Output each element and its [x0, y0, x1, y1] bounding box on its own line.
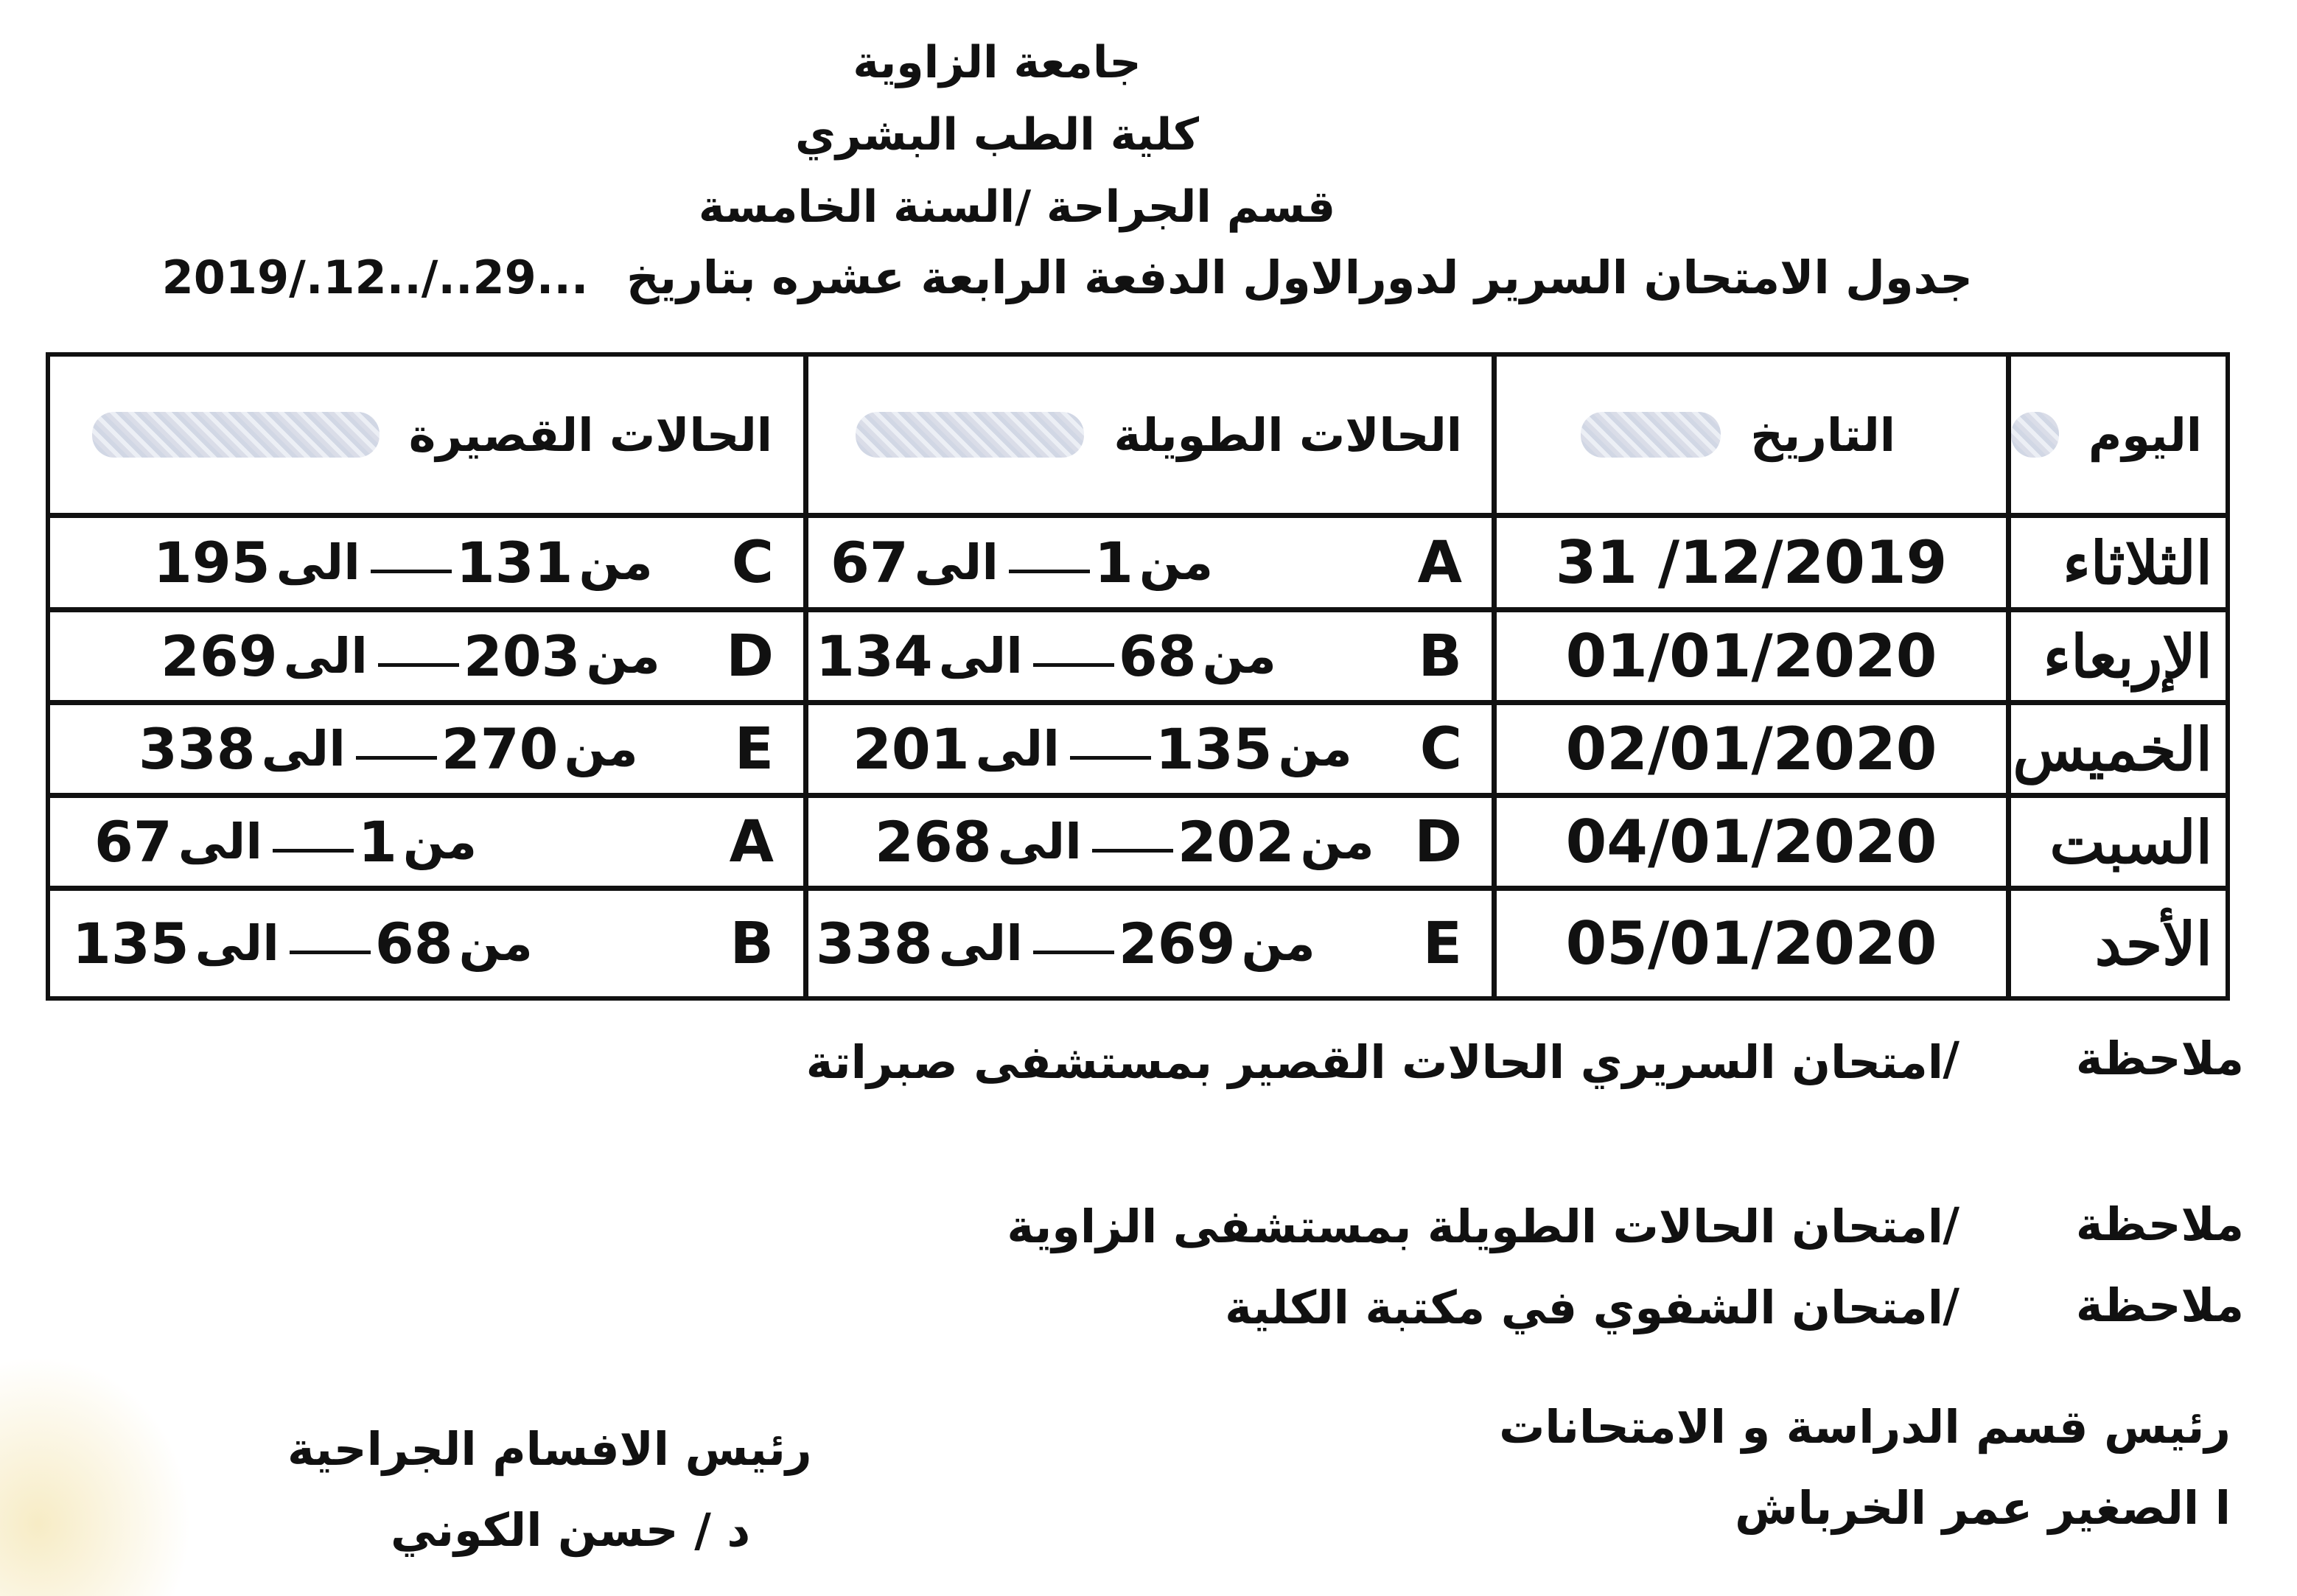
note-slash: /: [1943, 1197, 1959, 1251]
row-long-range: [808, 891, 1492, 996]
range-from-word: من: [1139, 534, 1214, 591]
range-to: 67: [831, 530, 909, 595]
table-row-divider: [50, 793, 2226, 798]
note-label: ملاحظة: [2075, 1032, 2244, 1085]
range-dash: [290, 951, 371, 954]
range-from: 135: [1155, 716, 1273, 782]
table-row-divider: [50, 700, 2226, 705]
table-row-divider: [50, 513, 2226, 518]
faculty-name: كلية الطب البشري: [794, 109, 1200, 161]
range-dash: [1070, 756, 1151, 760]
signature-right-title: رئيس قسم الدراسة و الامتحانات: [1499, 1400, 2231, 1454]
range-to-word: الى: [938, 628, 1023, 685]
range-dash: [356, 756, 437, 760]
note-text: امتحان السريري الحالات القصير بمستشفى صبراتة: [805, 1035, 1943, 1089]
university-name: جامعة الزاوية: [853, 37, 1141, 88]
row-short-range: [50, 891, 803, 996]
range-dash: [378, 663, 459, 667]
range-to-word: الى: [276, 534, 360, 591]
group-letter: A: [1417, 529, 1462, 596]
table-row-divider: [50, 886, 2226, 891]
range-from-word: من: [458, 915, 533, 972]
note-text: امتحان الحالات الطويلة بمستشفى الزاوية: [1007, 1200, 1943, 1253]
range-from: 1: [1094, 530, 1133, 595]
header-long-cases: [808, 357, 1492, 513]
range-dash: [1033, 951, 1114, 954]
group-letter: A: [729, 808, 774, 875]
row-day: الإربعاء: [2043, 621, 2212, 691]
note-label: ملاحظة: [2075, 1278, 2244, 1332]
range-from: 270: [441, 716, 559, 782]
range-from-word: من: [1300, 813, 1374, 870]
range-from: 203: [463, 623, 581, 689]
range-dash: [1009, 570, 1090, 573]
row-date: 04/01/2020: [1565, 808, 1937, 876]
range-to-word: الى: [914, 534, 999, 591]
row-day: الأحد: [2094, 909, 2212, 979]
row-day: الخميس: [2013, 714, 2212, 784]
row-long-range: [808, 612, 1492, 700]
schedule-title: [162, 251, 1973, 304]
row-long-range: [808, 798, 1492, 886]
paper-stain: [0, 1356, 192, 1596]
range-from-word: من: [1241, 915, 1315, 972]
header-date: [1497, 357, 2006, 513]
row-date: 02/01/2020: [1565, 715, 1937, 783]
note-label: ملاحظة: [2075, 1197, 2244, 1251]
row-date: 05/01/2020: [1565, 909, 1937, 978]
header-short-label: الحالات القصيرة: [408, 407, 772, 462]
range-from: 131: [455, 530, 573, 595]
range-from-word: من: [1202, 628, 1276, 685]
range-to-word: الى: [261, 721, 346, 777]
signature-left-title: رئيس الافسام الجراحية: [287, 1422, 812, 1476]
range-to: 201: [853, 716, 970, 782]
table-divider: [1492, 357, 1497, 996]
range-dash: [273, 849, 354, 853]
header-date-label: التاريخ: [1750, 407, 1895, 462]
group-letter: C: [731, 529, 774, 596]
group-letter: B: [1418, 623, 1462, 690]
group-letter: D: [726, 623, 774, 690]
group-letter: C: [1419, 715, 1462, 783]
row-short-range: [50, 798, 803, 886]
redacted-mark: [1581, 412, 1721, 458]
range-to: 134: [816, 623, 933, 689]
row-long-range: [808, 518, 1492, 607]
range-to: 338: [816, 911, 933, 976]
row-long-range: [808, 705, 1492, 793]
range-dash: [371, 570, 452, 573]
table-row-divider: [50, 607, 2226, 612]
range-from: 202: [1177, 809, 1295, 875]
range-from: 1: [357, 809, 397, 875]
row-short-range: [50, 612, 803, 700]
group-letter: B: [730, 910, 774, 977]
redacted-mark: [92, 412, 380, 458]
range-to-word: الى: [938, 915, 1023, 972]
range-from-word: من: [578, 534, 653, 591]
row-date: 01/01/2020: [1565, 622, 1937, 690]
row-short-range: [50, 705, 803, 793]
range-from-word: من: [402, 813, 478, 870]
range-from-word: من: [564, 721, 638, 777]
range-to: 338: [139, 716, 256, 782]
range-from: 68: [374, 911, 453, 976]
range-to-word: الى: [195, 915, 279, 972]
range-to: 269: [161, 623, 278, 689]
range-to: 67: [94, 809, 172, 875]
redacted-mark: [856, 412, 1084, 458]
range-to: 268: [875, 809, 992, 875]
group-letter: E: [1422, 910, 1462, 977]
range-from: 68: [1118, 623, 1197, 689]
range-to: 195: [153, 530, 270, 595]
range-from-word: من: [1278, 721, 1352, 777]
header-long-label: الحالات الطويلة: [1113, 407, 1462, 462]
header-day-label: اليوم: [2088, 407, 2202, 462]
group-letter: D: [1414, 808, 1462, 875]
range-to: 135: [72, 911, 189, 976]
exam-schedule-table: [46, 352, 2230, 1001]
header-day: [2011, 357, 2230, 513]
range-dash: [1033, 663, 1114, 667]
range-from: 269: [1118, 911, 1236, 976]
schedule-date: 2019/.12../..29...: [161, 251, 589, 304]
redacted-mark: [2011, 412, 2059, 458]
range-to-word: الى: [283, 628, 368, 685]
group-letter: E: [734, 715, 774, 783]
row-short-range: [50, 518, 803, 607]
signature-right-name: ا الصغير عمر الخرباش: [1735, 1481, 2231, 1535]
schedule-title-text: جدول الامتحان السرير لدورالاول الدفعة الرابعة عشره بتاريخ: [626, 251, 1973, 304]
range-to-word: الى: [178, 813, 262, 870]
table-divider: [2006, 357, 2011, 996]
range-from-word: من: [586, 628, 660, 685]
note-slash: /: [1943, 1032, 1959, 1085]
table-divider: [803, 357, 808, 996]
range-to-word: الى: [975, 721, 1060, 777]
range-dash: [1092, 849, 1173, 853]
note-slash: /: [1943, 1278, 1959, 1332]
note-text: امتحان الشفوي في مكتبة الكلية: [1225, 1281, 1943, 1334]
header-short-cases: [50, 357, 803, 513]
range-to-word: الى: [997, 813, 1082, 870]
signature-left-name: د / حسن الكوني: [391, 1503, 751, 1557]
row-date: 31 /12/2019: [1555, 528, 1948, 597]
department-line: قسم الجراحة /السنة الخامسة: [698, 181, 1336, 233]
row-day: السبت: [2049, 807, 2212, 877]
row-day: الثلاثاء: [2063, 528, 2212, 598]
